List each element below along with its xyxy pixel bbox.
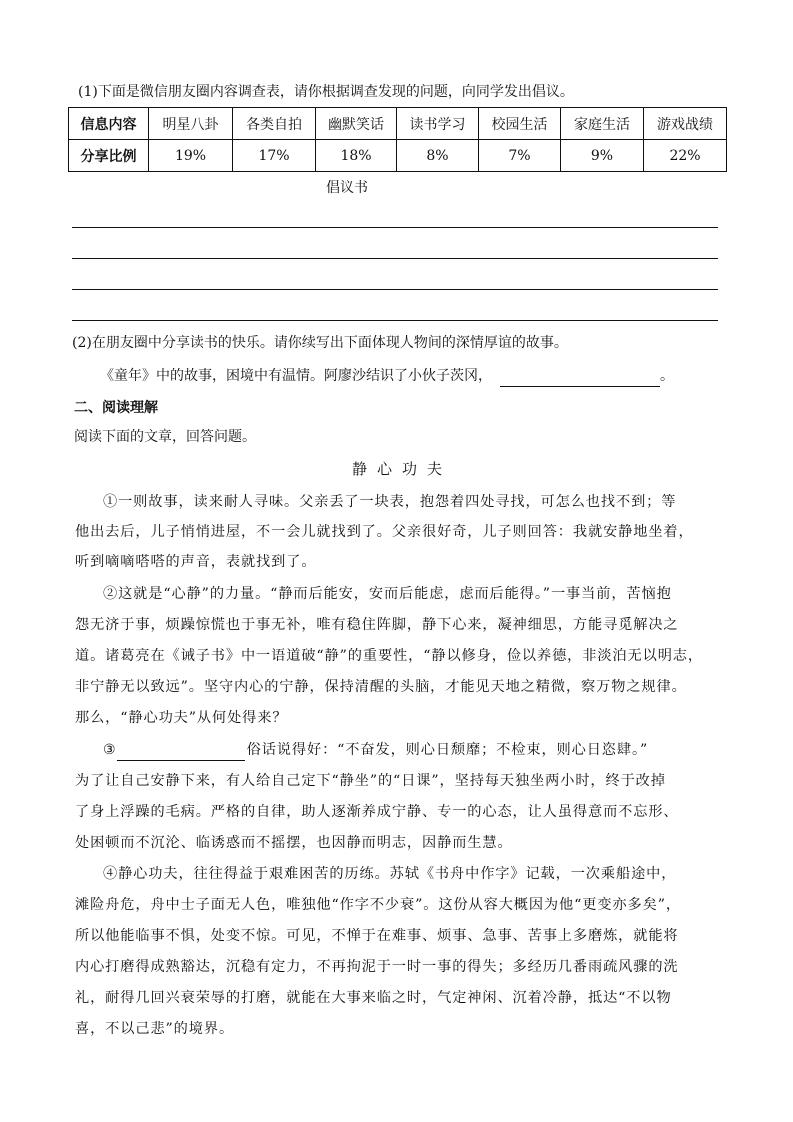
table-cell-value: 19%: [149, 140, 233, 172]
paragraph-2-line: 道。诸葛亮在《诫子书》中一语道破“静”的重要性，“静以修身，俭以养德，非淡泊无以明志，: [75, 648, 703, 664]
paragraph-3-line: 处困顿而不沉沦、临诱惑而不摇摆，也因静而明志，因静而生慧。: [75, 835, 513, 851]
proposal-title: 倡议书: [326, 180, 368, 196]
article-title: 静心功夫: [352, 460, 453, 478]
paragraph-4-line: 滩险舟危，舟中士子面无人色，唯独他“作字不少衰”。这份从容大概因为他“更变亦多矣”，: [75, 897, 681, 913]
table-cell-category: 读书学习: [397, 108, 479, 140]
paragraph-3-line: 为了让自己安静下来，有人给自己定下“静坐”的“日课”，坚持每天独坐两小时，终于改掉: [75, 773, 666, 789]
answer-line[interactable]: [72, 289, 718, 290]
q2-prompt: (2)在朋友圈中分享读书的快乐。请你续写出下面体现人物间的深情厚谊的故事。: [72, 335, 568, 351]
table-cell-value: 7%: [479, 140, 561, 172]
table-row-values: [69, 140, 727, 172]
paragraph-3-line: 了身上浮躁的毛病。严格的自律，助人逐渐养成宁静、专一的心态，让人虽得意而不忘形、: [75, 804, 679, 820]
paragraph-2-line: 那么，“静心功夫”从何处得来？: [75, 710, 288, 726]
table-cell-category: 幽默笑话: [316, 108, 397, 140]
q2-story: [100, 366, 674, 387]
table-cell-value: 18%: [316, 140, 397, 172]
survey-table: [68, 107, 727, 172]
paragraph-4-line: 喜，不以己悲”的境界。: [75, 1021, 235, 1037]
paragraph-1-line: ①一则故事，读来耐人寻味。父亲丢了一块表，抱怨着四处寻找，可怎么也找不到；等: [103, 494, 677, 510]
paragraph-4-line: 礼，耐得几回兴衰荣辱的打磨，就能在大事来临之时，气定神闲、沉着冷静，抵达“不以物: [75, 990, 672, 1006]
table-cell-category: 家庭生活: [561, 108, 644, 140]
answer-line[interactable]: [72, 258, 718, 259]
story-answer-blank[interactable]: [500, 366, 660, 387]
paragraph-2-line: ②这就是“心静”的力量。“静而后能安，安而后能虑，虑而后能得。”一事当前，苦恼抱: [103, 586, 672, 602]
paragraph-4-line: ④静心功夫，往往得益于艰难困苦的历练。苏轼《书舟中作字》记载，一次乘船途中，: [103, 866, 677, 882]
table-row-categories: [69, 108, 727, 140]
q2-story-end: 。: [660, 368, 674, 384]
reading-instruction: 阅读下面的文章，回答问题。: [74, 429, 256, 445]
paragraph-3-first-line: [103, 740, 648, 761]
table-cell-value: 22%: [644, 140, 727, 172]
table-cell-value: 8%: [397, 140, 479, 172]
paragraph-1-line: 听到嘀嘀嗒嗒的声音，表就找到了。: [75, 554, 317, 570]
paragraph-3-quote: 俗话说得好：“不奋发，则心日颓靡；不检束，则心日恣肆。”: [246, 742, 649, 758]
table-cell-category: 游戏战绩: [644, 108, 727, 140]
paragraph-2-line: 非宁静无以致远”。坚守内心的宁静，保持清醒的头脑，才能见天地之精微，察万物之规律。: [75, 679, 687, 695]
paragraph-3-answer-blank[interactable]: [117, 740, 245, 761]
paragraph-4-line: 所以他能临事不惧，处变不惊。可见，不惮于在难事、烦事、急事、苦事上多磨炼，就能将: [75, 928, 679, 944]
q2-story-start: 《童年》中的故事，困境中有温情。阿廖沙结识了小伙子茨冈，: [100, 368, 492, 384]
q1-prompt: (1)下面是微信朋友圈内容调查表，请你根据调查发现的问题，向同学发出倡议。: [78, 84, 574, 100]
table-cell-category: 明星八卦: [149, 108, 233, 140]
paragraph-3-marker: ③: [103, 742, 117, 758]
table-cell-category: 校园生活: [479, 108, 561, 140]
section-heading: 二、阅读理解: [74, 400, 158, 416]
answer-line[interactable]: [72, 227, 718, 228]
answer-line[interactable]: [72, 320, 718, 321]
row-header-content: 信息内容: [69, 108, 149, 140]
table-cell-value: 9%: [561, 140, 644, 172]
paragraph-1-line: 他出去后，儿子悄悄进屋，不一会儿就找到了。父亲很好奇，儿子则回答：我就安静地坐着，: [75, 524, 694, 540]
paragraph-2-line: 怨无济于事，烦躁惊慌也于事无补，唯有稳住阵脚，静下心来，凝神细思，方能寻觅解决之: [75, 617, 679, 633]
table-cell-category: 各类自拍: [233, 108, 316, 140]
row-header-ratio: 分享比例: [69, 140, 149, 172]
paragraph-4-line: 内心打磨得成熟豁达，沉稳有定力，不再拘泥于一时一事的得失；多经历几番雨疏风骤的洗: [75, 959, 679, 975]
table-cell-value: 17%: [233, 140, 316, 172]
